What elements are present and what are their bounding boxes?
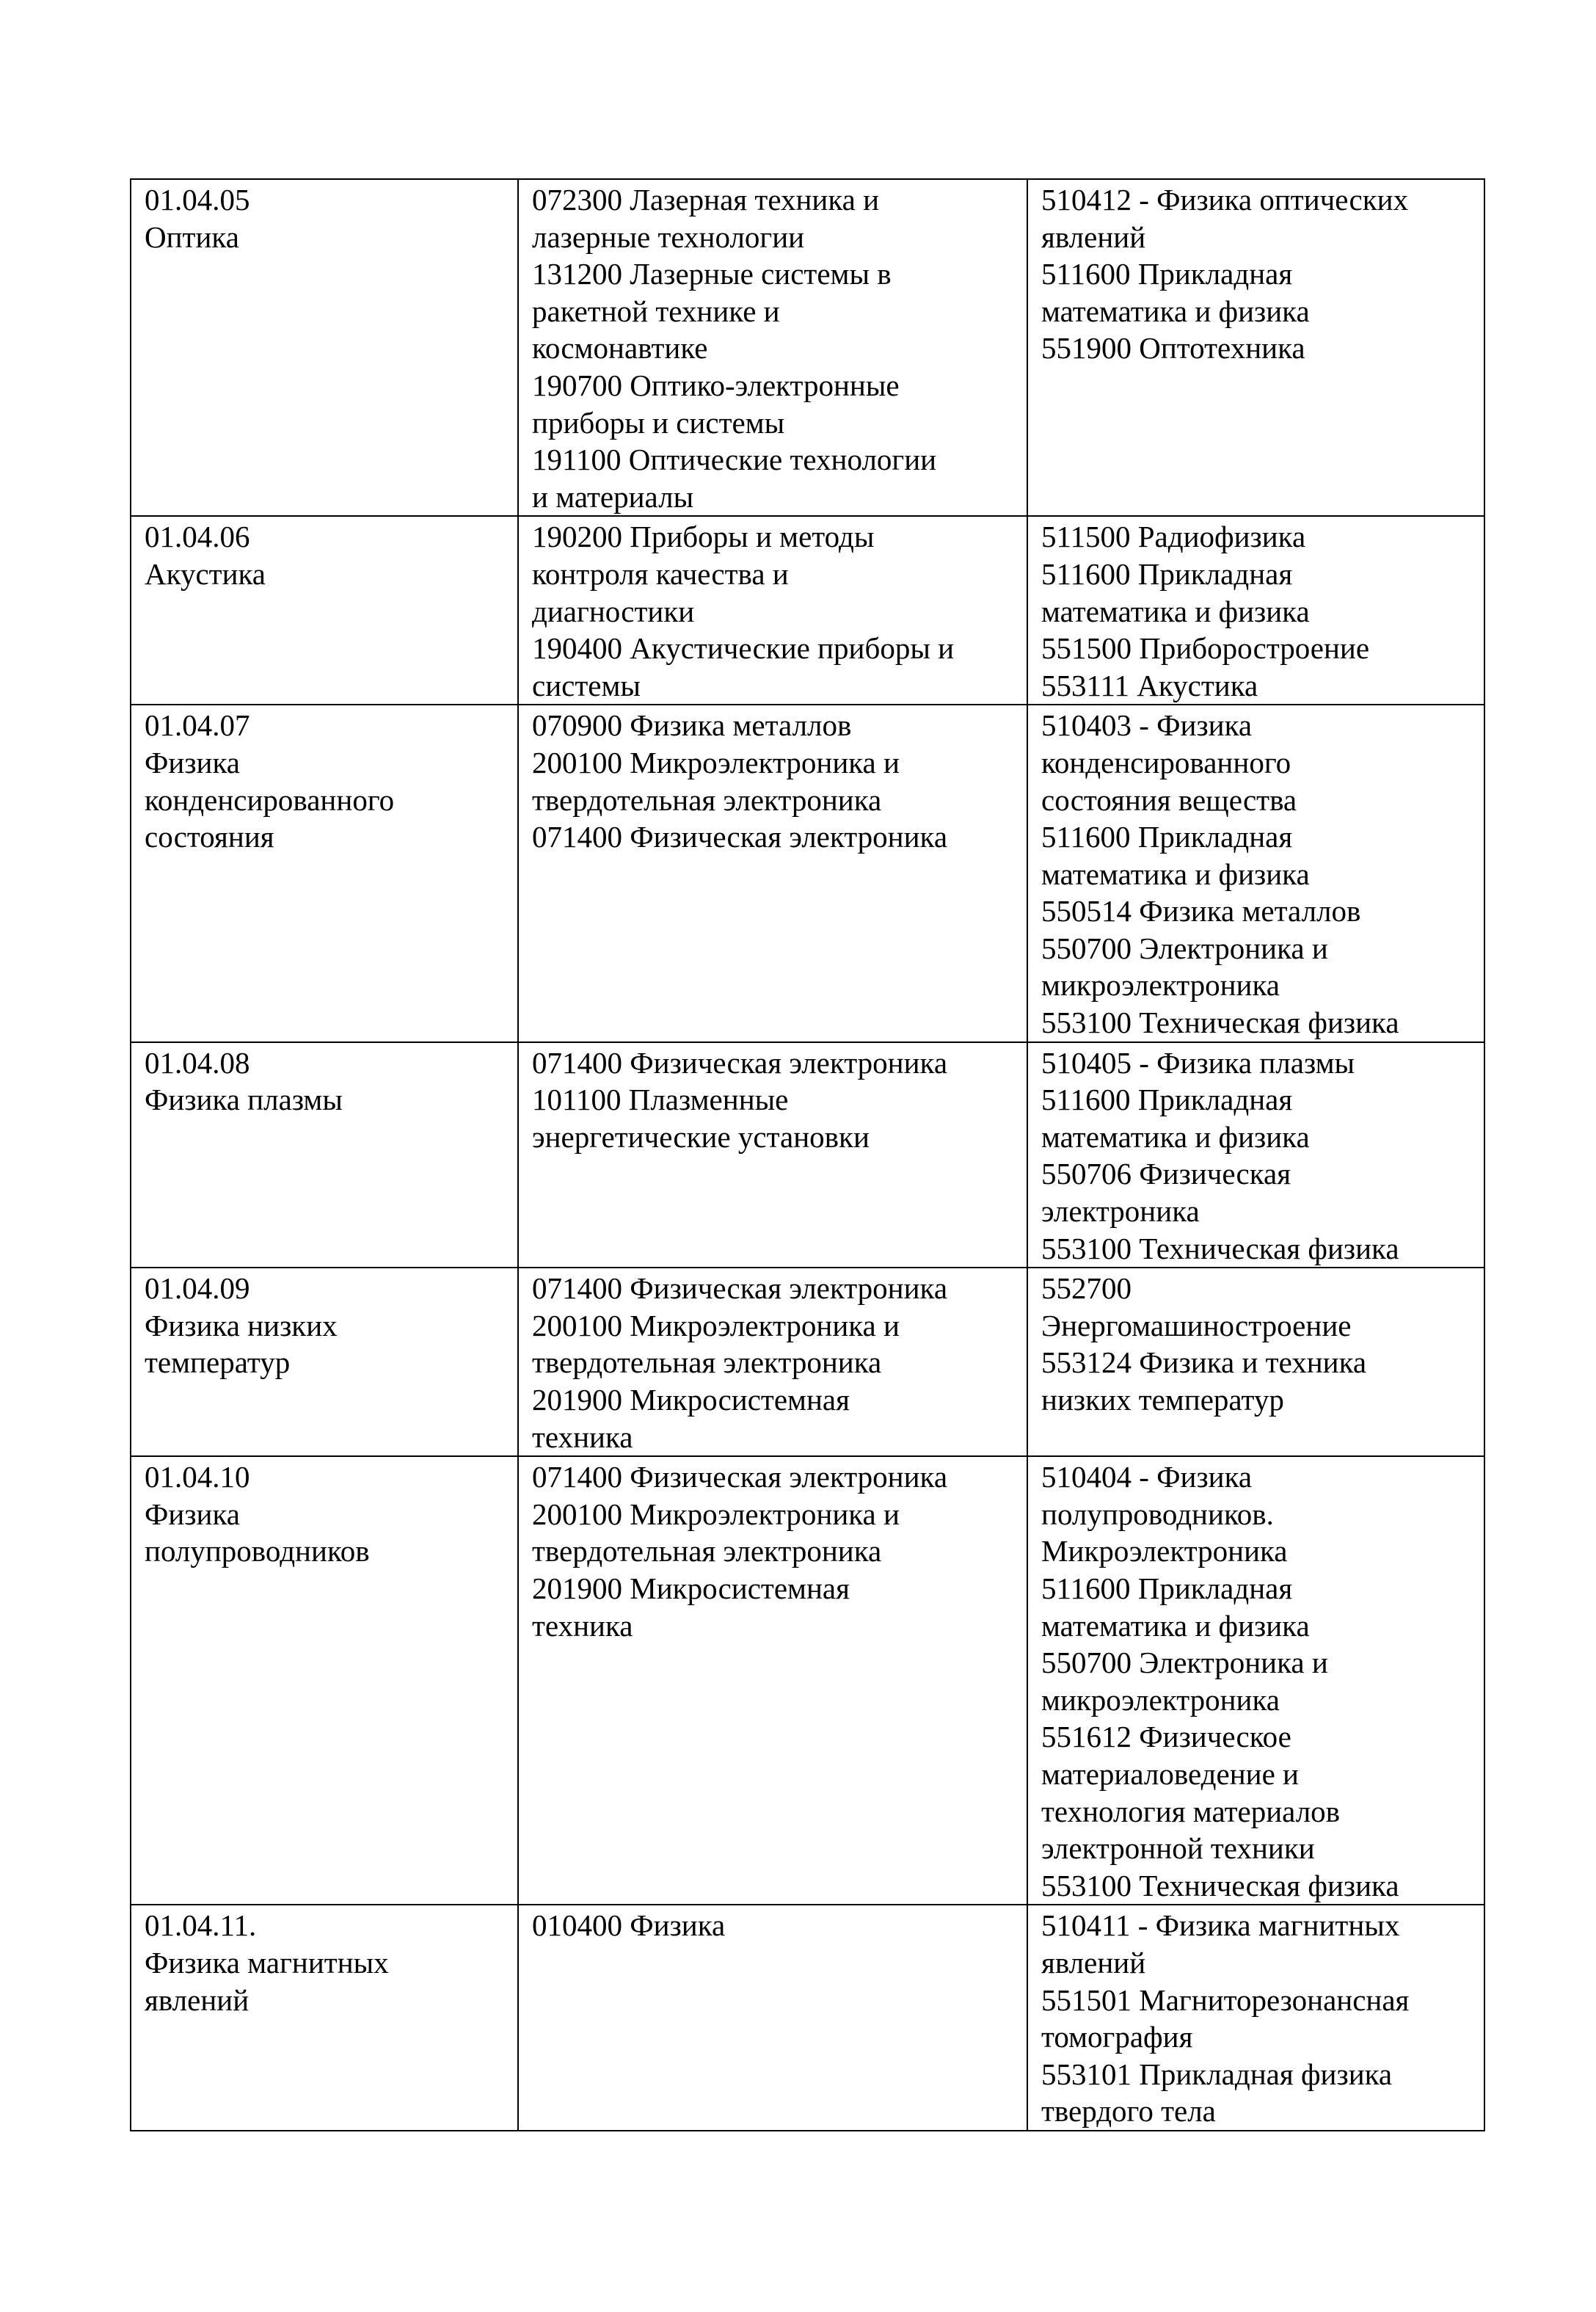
cell-text-line: материаловедение и [1041, 1756, 1299, 1791]
specialty-code-cell [131, 1042, 518, 1268]
cell-text-line: микроэлектроника [1041, 968, 1280, 1003]
cell-text-line: явлений [145, 1982, 249, 2017]
cell-text-line: 071400 Физическая электроника [532, 1460, 948, 1494]
cell-text-line: Энергомашиностроение [1041, 1308, 1352, 1342]
table-row [131, 1042, 1484, 1268]
cell-text-line: 550706 Физическая [1041, 1157, 1291, 1191]
table-row [131, 179, 1484, 516]
cell-text-line: полупроводников. [1041, 1497, 1274, 1531]
specialty-code-cell [131, 516, 518, 705]
cell-text-line: 511500 Радиофизика [1041, 520, 1306, 554]
cell-text-line: конденсированного [1041, 745, 1291, 779]
cell-text-line: явлений [1041, 219, 1146, 254]
cell-text-line: 200100 Микроэлектроника и [532, 1497, 900, 1531]
cell-text-line: 551612 Физическое [1041, 1720, 1291, 1754]
table-row [131, 516, 1484, 705]
cell-text-line: томография [1041, 2020, 1193, 2054]
cell-text-line: электронной техники [1041, 1831, 1315, 1866]
cell-text-line: техника [532, 1419, 633, 1454]
cell-text-line: 190200 Приборы и методы [532, 520, 875, 554]
cell-text-line: 551501 Магниторезонансная [1041, 1982, 1410, 2017]
cell-text-line: 511600 Прикладная [1041, 556, 1293, 591]
cell-text-line: 553100 Техническая физика [1041, 1006, 1399, 1040]
cell-text-line: приборы и системы [532, 405, 785, 440]
table-row [131, 1268, 1484, 1456]
cell-text-line: Физика [145, 745, 240, 779]
cell-text-line: твердотельная электроника [532, 1345, 882, 1380]
cell-text-line: состояния [145, 820, 274, 854]
cell-text-line: 01.04.09 [145, 1271, 250, 1306]
cell-text-line: 510411 - Физика магнитных [1041, 1908, 1400, 1943]
cell-text-line: 131200 Лазерные системы в [532, 257, 892, 291]
cell-text-line: Микроэлектроника [1041, 1534, 1288, 1568]
cell-text-line: 511600 Прикладная [1041, 820, 1293, 854]
cell-text-line: 01.04.07 [145, 708, 250, 743]
cell-text-line: 553100 Техническая физика [1041, 1231, 1399, 1265]
cell-text-line: энергетические установки [532, 1119, 870, 1154]
cell-text-line: математика и физика [1041, 857, 1310, 891]
cell-text-line: математика и физика [1041, 294, 1310, 328]
specialty-list-cell [1027, 179, 1484, 516]
cell-text-line: 190400 Акустические приборы и [532, 631, 955, 666]
cell-text-line: полупроводников [145, 1534, 370, 1568]
cell-text-line: математика и физика [1041, 1119, 1310, 1154]
cell-text-line: 010400 Физика [532, 1908, 726, 1943]
cell-text-line: 01.04.05 [145, 183, 250, 217]
cell-text-line: 510412 - Физика оптических [1041, 183, 1409, 217]
specialty-code-cell [131, 1268, 518, 1456]
cell-text-line: технология материалов [1041, 1794, 1341, 1828]
table-row [131, 1905, 1484, 2131]
specialty-code-cell [131, 705, 518, 1042]
cell-text-line: твердотельная электроника [532, 782, 882, 817]
specialty-list-cell [1027, 1268, 1484, 1456]
specialty-list-cell [518, 179, 1027, 516]
cell-text-line: 01.04.10 [145, 1460, 250, 1494]
cell-text-line: 071400 Физическая электроника [532, 820, 948, 854]
cell-text-line: твердого тела [1041, 2094, 1216, 2129]
cell-text-line: контроля качества и [532, 556, 789, 591]
cell-text-line: температур [145, 1345, 291, 1380]
cell-text-line: 553111 Акустика [1041, 668, 1258, 702]
cell-text-line: системы [532, 668, 641, 702]
cell-text-line: 101100 Плазменные [532, 1083, 789, 1117]
cell-text-line: электроника [1041, 1194, 1200, 1229]
cell-text-line: 01.04.08 [145, 1045, 250, 1080]
cell-text-line: 551500 Приборостроение [1041, 631, 1370, 666]
cell-text-line: 201900 Микросистемная [532, 1571, 850, 1605]
cell-text-line: 510404 - Физика [1041, 1460, 1253, 1494]
specialty-list-cell [1027, 705, 1484, 1042]
cell-text-line: микроэлектроника [1041, 1682, 1280, 1717]
cell-text-line: и материалы [532, 479, 694, 514]
cell-text-line: твердотельная электроника [532, 1534, 882, 1568]
cell-text-line: Оптика [145, 219, 239, 254]
cell-text-line: 201900 Микросистемная [532, 1383, 850, 1417]
cell-text-line: космонавтике [532, 331, 708, 366]
specialty-list-cell [518, 1268, 1027, 1456]
cell-text-line: 510405 - Физика плазмы [1041, 1045, 1355, 1080]
cell-text-line: 510403 - Физика [1041, 708, 1253, 743]
table-row [131, 705, 1484, 1042]
cell-text-line: 553124 Физика и техника [1041, 1345, 1367, 1380]
specialty-code-cell [131, 1905, 518, 2131]
specialty-list-cell [518, 516, 1027, 705]
cell-text-line: 200100 Микроэлектроника и [532, 1308, 900, 1342]
cell-text-line: лазерные технологии [532, 219, 805, 254]
cell-text-line: 070900 Физика металлов [532, 708, 852, 743]
cell-text-line: Физика [145, 1497, 240, 1531]
cell-text-line: диагностики [532, 594, 695, 628]
cell-text-line: 01.04.06 [145, 520, 250, 554]
cell-text-line: Физика низких [145, 1308, 338, 1342]
cell-text-line: 553100 Техническая физика [1041, 1868, 1399, 1902]
cell-text-line: 550700 Электроника и [1041, 1646, 1328, 1680]
cell-text-line: ракетной технике и [532, 294, 780, 328]
cell-text-line: конденсированного [145, 782, 395, 817]
cell-text-line: 071400 Физическая электроника [532, 1045, 948, 1080]
cell-text-line: Акустика [145, 556, 266, 591]
specialty-list-cell [1027, 1042, 1484, 1268]
cell-text-line: 511600 Прикладная [1041, 1083, 1293, 1117]
specialty-list-cell [518, 1042, 1027, 1268]
specialty-list-cell [1027, 1905, 1484, 2131]
cell-text-line: 190700 Оптико-электронные [532, 368, 900, 402]
cell-text-line: техника [532, 1608, 633, 1643]
specialty-list-cell [518, 1456, 1027, 1905]
specialty-list-cell [518, 705, 1027, 1042]
cell-text-line: низких температур [1041, 1383, 1284, 1417]
table-body [131, 179, 1484, 2131]
cell-text-line: Физика магнитных [145, 1945, 389, 1980]
cell-text-line: 200100 Микроэлектроника и [532, 745, 900, 779]
cell-text-line: Физика плазмы [145, 1083, 343, 1117]
cell-text-line: математика и физика [1041, 594, 1310, 628]
cell-text-line: 072300 Лазерная техника и [532, 183, 880, 217]
cell-text-line: 191100 Оптические технологии [532, 443, 937, 477]
cell-text-line: 071400 Физическая электроника [532, 1271, 948, 1306]
cell-text-line: явлений [1041, 1945, 1146, 1980]
specialty-code-cell [131, 179, 518, 516]
cell-text-line: 511600 Прикладная [1041, 1571, 1293, 1605]
cell-text-line: математика и физика [1041, 1608, 1310, 1643]
cell-text-line: 550514 Физика металлов [1041, 894, 1361, 928]
cell-text-line: 552700 [1041, 1271, 1132, 1306]
specialty-code-cell [131, 1456, 518, 1905]
specialty-list-cell [1027, 1456, 1484, 1905]
cell-text-line: 01.04.11. [145, 1908, 257, 1943]
specialty-list-cell [1027, 516, 1484, 705]
cell-text-line: 550700 Электроника и [1041, 931, 1328, 965]
cell-text-line: 553101 Прикладная физика [1041, 2057, 1393, 2091]
specialty-table [130, 178, 1485, 2131]
specialty-list-cell [518, 1905, 1027, 2131]
cell-text-line: состояния вещества [1041, 782, 1297, 817]
table-row [131, 1456, 1484, 1905]
cell-text-line: 551900 Оптотехника [1041, 331, 1305, 366]
cell-text-line: 511600 Прикладная [1041, 257, 1293, 291]
